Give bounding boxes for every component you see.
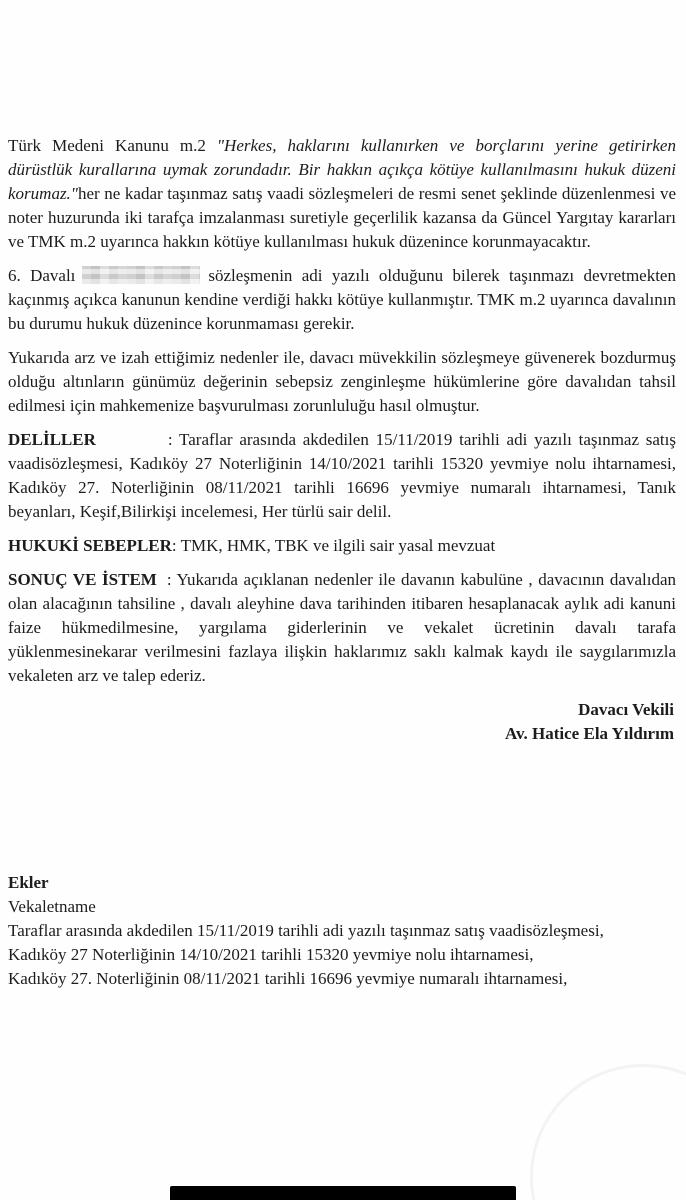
hukuki-sebepler-label: HUKUKİ SEBEPLER bbox=[8, 536, 172, 555]
paragraph-6-suffix: sözleşmenin adi yazılı olduğunu bilerek taşınmazı devretmekten kaçınmış açıkca kanunun kendine verdiği hakkı kötüye kullanmıştır. TMK m.2 uyarınca davalının bu durumu hukuk düzenince korunmaması gerekir. bbox=[8, 266, 676, 333]
bottom-black-bar bbox=[170, 1186, 516, 1200]
paragraph-tmk-lead: Türk Medeni Kanunu m.2 bbox=[8, 136, 217, 155]
sonuc-ve-istem-label: SONUÇ VE İSTEM bbox=[8, 570, 157, 589]
attachment-item: Taraflar arasında akdedilen 15/11/2019 tarihli adi yazılı taşınmaz satış vaadisözleşmesi, bbox=[8, 921, 604, 940]
paragraph-tmk-rest: her ne kadar taşınmaz satış vaadi sözleşmeleri de resmi senet şeklinde düzenlenmesi ve noter huzurunda iki tarafça imzalanması suretiyle geçerlilik kazansa da Güncel Yargıtay kararları ve TMK m.2 uyarınca hakkın kötüye kullanılması hukuk düzenince korunmayacaktır. bbox=[8, 184, 676, 251]
deliller-text: : Taraflar arasında akdedilen 15/11/2019 tarihli adi yazılı taşınmaz satış vaadisözleşmesi, Kadıköy 27 Noterliğinin 14/10/2021 tarihli 15320 yevmiye nolu ihtarnamesi, Kadıköy 27. Noterliğinin 08/11/2021 tarihli 16696 yevmiye numaralı ihtarnamesi, Tanık beyanları, Keşif,Bilirkişi incelemesi, Her türlü sair delil. bbox=[8, 430, 676, 521]
deliller-label: DELİLLER bbox=[8, 430, 96, 449]
statute-quote: "Herkes, haklarını kullanırken ve borçlarını yerine getirirken dürüstlük kurallarına uymak zorundadır. Bir hakkın açıkça kötüye kullanılmasını hukuk düzeni korumaz." bbox=[8, 136, 676, 203]
attachment-item: Vekaletname bbox=[8, 897, 96, 916]
attachments-title: Ekler bbox=[8, 873, 49, 892]
attachments-section bbox=[8, 871, 676, 991]
attachment-item: Kadıköy 27 Noterliğinin 14/10/2021 tarihli 15320 yevmiye nolu ihtarnamesi, bbox=[8, 945, 534, 964]
signature-name: Av. Hatice Ela Yıldırım bbox=[504, 724, 674, 743]
attachment-item: Kadıköy 27. Noterliğinin 08/11/2021 tarihli 16696 yevmiye numaralı ihtarnamesi, bbox=[8, 969, 568, 988]
signature-role: Davacı Vekili bbox=[578, 700, 674, 719]
signature-block bbox=[8, 698, 674, 746]
section-sonuc-ve-istem bbox=[8, 568, 676, 688]
section-hukuki-sebepler bbox=[8, 534, 676, 558]
paragraph-yukarida: Yukarıda arz ve izah ettiğimiz nedenler ile, davacı müvekkilin sözleşmeye güvenerek bozdurmuş olduğu altınların günümüz değerinin sebepsiz zenginleşme hükümlerine göre davalıdan tahsil edilmesi için mahkemenize başvurulması zorunluluğu hasıl olmuştur. bbox=[8, 348, 676, 415]
paragraph-6-prefix: 6. Davalı bbox=[8, 266, 76, 285]
paragraph-tmk-m2 bbox=[8, 134, 676, 254]
scan-watermark-curve bbox=[530, 1064, 686, 1200]
redacted-name-blur bbox=[82, 266, 200, 284]
paragraph-6-davali bbox=[8, 264, 676, 336]
section-deliller bbox=[8, 428, 676, 524]
sonuc-ve-istem-text: : Yukarıda açıklanan nedenler ile davanın kabulüne , davacının davalıdan olan alacağının tahsiline , davalı aleyhine dava tarihinden itibaren hesaplanacak aylık adi kanuni faize hükmedilmesine, yargılama giderlerinin ve vekalet ücretinin davalı tarafa yüklenmesinekarar verilmesini fazlaya ilişkin haklarımız saklı kalmak kaydı ile saygılarımızla vekaleten arz ve talep ederiz. bbox=[8, 570, 676, 685]
hukuki-sebepler-text: : TMK, HMK, TBK ve ilgili sair yasal mevzuat bbox=[171, 536, 496, 555]
